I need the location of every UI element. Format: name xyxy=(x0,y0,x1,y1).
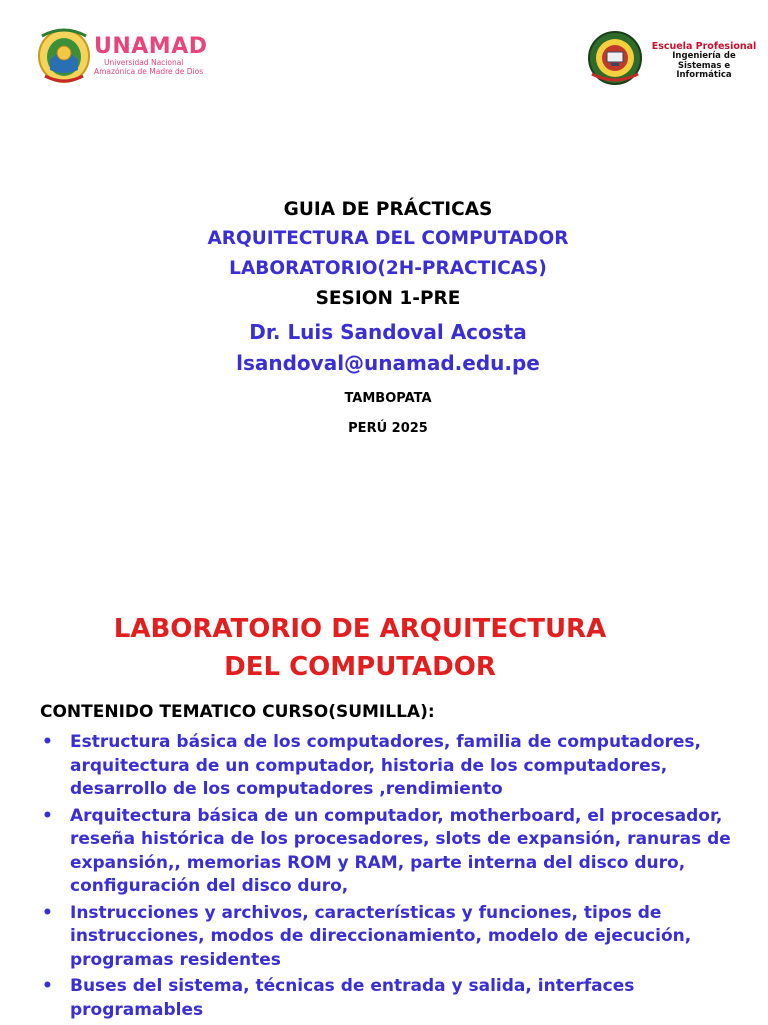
lab-title: LABORATORIO(2H-PRACTICAS) xyxy=(229,258,547,279)
professor-name: Dr. Luis Sandoval Acosta xyxy=(249,320,527,344)
country-year-label: PERÚ 2025 xyxy=(348,421,428,436)
list-item-line: programas residentes xyxy=(70,949,281,970)
course-title: ARQUITECTURA DEL COMPUTADOR xyxy=(207,228,569,249)
escuela-seal-icon xyxy=(586,30,644,86)
unamad-subtitle-1: Universidad Nacional xyxy=(104,58,184,67)
bullet-icon: • xyxy=(42,732,53,752)
list-item-line: Buses del sistema, técnicas de entrada y salida, interfaces xyxy=(70,976,635,996)
list-item-line: configuración del disco duro, xyxy=(70,876,349,896)
list-item xyxy=(40,731,758,802)
bullet-icon: • xyxy=(42,976,53,996)
lab-heading-line-2: DEL COMPUTADOR xyxy=(224,652,496,682)
list-item-line: desarrollo de los computadores ,rendimiento xyxy=(70,779,503,799)
list-item-line: Estructura básica de los computadores, familia de computadores, xyxy=(70,732,701,752)
unamad-seal-icon xyxy=(36,26,92,84)
contents-title: CONTENIDO TEMATICO CURSO(SUMILLA): xyxy=(40,702,435,722)
unamad-brand: UNAMAD xyxy=(94,34,208,59)
unamad-logo xyxy=(36,26,206,84)
escuela-line-1: Ingeniería de xyxy=(672,51,736,61)
list-item-line: Instrucciones y archivos, características y funciones, tipos de xyxy=(70,902,662,923)
unamad-subtitle-2: Amazónica de Madre de Dios xyxy=(94,67,204,76)
list-item xyxy=(40,975,758,1022)
escuela-line-3: Informática xyxy=(676,70,732,80)
list-item xyxy=(40,902,758,973)
lab-heading-line-1: LABORATORIO DE ARQUITECTURA xyxy=(113,614,607,644)
cover-title-block xyxy=(0,196,768,438)
bullet-icon: • xyxy=(42,902,53,923)
list-item xyxy=(40,805,758,899)
escuela-line-2: Sistemas e xyxy=(677,60,731,71)
professor-email: lsandoval@unamad.edu.pe xyxy=(236,351,540,375)
bullet-icon: • xyxy=(42,805,53,826)
place-label: TAMBOPATA xyxy=(344,391,432,406)
session-title: SESION 1-PRE xyxy=(315,288,461,309)
syllabus-list xyxy=(40,731,758,1025)
list-item-line: instrucciones, modos de direccionamiento, modelo de ejecución, xyxy=(70,926,692,946)
list-item-line: reseña histórica de los procesadores, slots de expansión, ranuras de xyxy=(70,829,731,849)
escuela-logo xyxy=(586,30,758,86)
escuela-title: Escuela Profesional xyxy=(651,41,757,52)
guide-title: GUIA DE PRÁCTICAS xyxy=(283,199,493,220)
list-item-line: Arquitectura básica de un computador, motherboard, el procesador, xyxy=(70,805,723,826)
list-item-line: arquitectura de un computador, historia de los computadores, xyxy=(70,755,668,776)
list-item-line: programables xyxy=(70,999,204,1020)
list-item-line: expansión,, memorias ROM y RAM, parte interna del disco duro, xyxy=(70,852,686,873)
lab-heading xyxy=(80,610,640,686)
